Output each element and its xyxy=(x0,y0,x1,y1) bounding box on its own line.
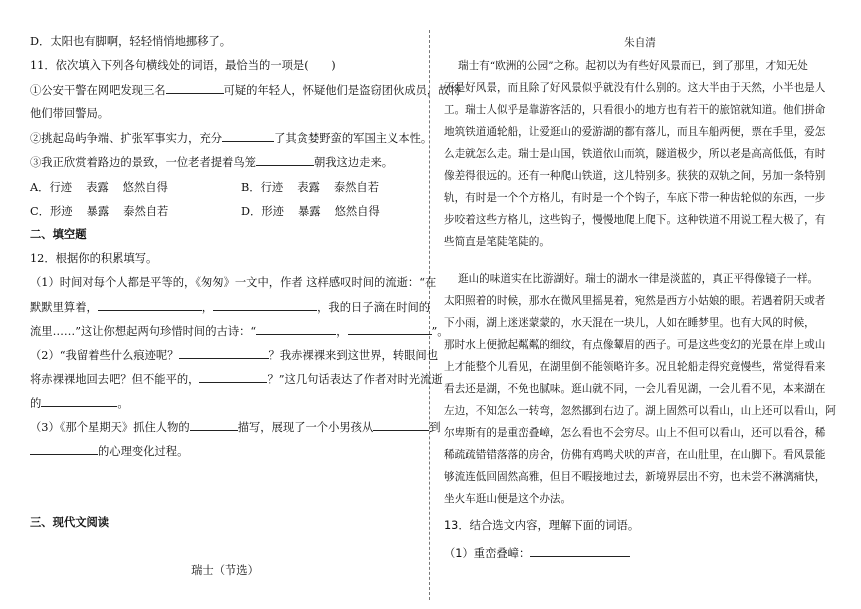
paragraph-1-line: 像差得很远的。还有一种爬山铁道，这儿特别多。狭狭的双轨之间，另加一条特别 xyxy=(444,170,826,182)
q12-blank-5[interactable] xyxy=(179,347,269,359)
section-3-heading: 三、现代文阅读 xyxy=(30,515,110,529)
question-11-stem: 11．依次填入下列各句横线处的词语，最恰当的一项是( ) xyxy=(30,59,336,72)
column-divider xyxy=(429,30,430,600)
paragraph-1-line: 轨，有时是一个个方格儿，有时是一个个钩子，车底下带一种齿轮似的东西，一步 xyxy=(444,192,826,204)
q11-sentence-2: ②挑起岛屿争端、扩张军事实力，充分 了其贪婪野蛮的军国主义本性。 xyxy=(30,132,433,145)
paragraph-2-line: 下小雨，湖上迷迷蒙蒙的，水天混在一块儿，人如在睡梦里。也有大风的时候， xyxy=(444,317,815,329)
q12-blank-8[interactable] xyxy=(190,419,238,431)
q12-part1-line1: （1）时间对每个人都是平等的，《匆匆》一文中，作者 这样感叹时间的流逝：“在 xyxy=(30,276,437,289)
q12-blank-2[interactable] xyxy=(213,299,317,311)
q13-item-1: （1）重峦叠嶂： xyxy=(444,545,630,561)
paragraph-1-line: 不是好风景，而且除了好风景似乎就没有什么别的。这大半由于天然，小半也是人 xyxy=(444,82,826,94)
q11-option-a[interactable]: A．行迹 表露 悠然自得 xyxy=(30,181,168,194)
question-13-stem: 13．结合选文内容，理解下面的词语。 xyxy=(444,519,640,532)
q11-blank-2[interactable] xyxy=(222,130,274,142)
q11-blank-1[interactable] xyxy=(166,82,224,94)
question-12-stem: 12．根据你的积累填写。 xyxy=(30,252,158,265)
q12-part1-line3: 流里……”这让你想起两句珍惜时间的古诗：“ ， ”。 xyxy=(30,325,449,338)
paragraph-1-line: 些简直是笔陡笔陡的。 xyxy=(444,236,550,248)
paragraph-2-line: 稀疏疏错错落落的房舍，仿佛有鸡鸣犬吠的声音，在山肚里，在山脚下。看风景能 xyxy=(444,449,826,461)
paragraph-1-line: 么走就怎么走。瑞士是山国，铁道依山而筑，隧道极少，所以老是高高低低，有时 xyxy=(444,148,826,160)
paragraph-2-line: 够流连低回固然高雅，但目不暇接地过去，新境界层出不穷，也未尝不淋漓痛快， xyxy=(444,471,826,483)
paragraph-2-line: 太阳照着的时候，那水在微风里摇晃着，宛然是西方小姑娘的眼。若遇着阴天或者 xyxy=(444,295,826,307)
paragraph-2-line: 那时水上便掀起粼粼的细纹，有点像颦眉的西子。可是这些变幻的光景在岸上或山 xyxy=(444,339,826,351)
q11-option-d[interactable]: D．形迹 暴露 悠然自得 xyxy=(241,205,380,218)
paragraph-2-line: 逛山的味道实在比游湖好。瑞士的湖水一律是淡蓝的，真正平得像镜子一样。 xyxy=(458,273,819,285)
q12-blank-6[interactable] xyxy=(199,371,267,383)
q11-option-c[interactable]: C．形迹 暴露 泰然自若 xyxy=(30,205,169,218)
q12-part2-line2: 将赤裸裸地回去吧？但不能平的， ？”这几句话表达了作者对时光流逝 xyxy=(30,373,443,386)
paragraph-2-line: 尔卑斯有的是重峦叠嶂，怎么看也不会穷尽。山上不但可以看山，还可以看谷，稀 xyxy=(444,427,826,439)
q12-blank-4[interactable] xyxy=(348,323,432,335)
author-name: 朱自清 xyxy=(624,37,656,49)
q13-blank-1[interactable] xyxy=(530,545,630,557)
q11-sentence-1-cont: 他们带回警局。 xyxy=(30,107,110,120)
paragraph-2-line: 上才能整个儿看见，在湖里倒不能领略许多。况且轮船走得究竟慢些，常觉得看来 xyxy=(444,361,826,373)
option-d-line: D．太阳也有脚啊，轻轻悄悄地挪移了。 xyxy=(30,35,232,48)
q12-part2-line3: 的 。 xyxy=(30,397,129,410)
q12-blank-3[interactable] xyxy=(256,323,336,335)
paragraph-1-line: 瑞士有“欧洲的公园”之称。起初以为有些好风景而已，到了那里，才知无处 xyxy=(458,60,808,72)
paragraph-2-line: 左边，不知怎么一转弯，忽然挪到右边了。湖上固然可以看山，山上还可以看山，阿 xyxy=(444,405,836,417)
q11-option-b[interactable]: B．行迹 表露 泰然自若 xyxy=(241,181,380,194)
paragraph-1-line: 工。瑞士人似乎是靠游客活的，只看很小的地方也有若干的旅馆就知道。他们拼命 xyxy=(444,104,826,116)
q12-blank-7[interactable] xyxy=(41,395,117,407)
q12-part1-line2: 默默里算着， ， ，我的日子滴在时间的 xyxy=(30,301,431,314)
q12-part3-line2: 的心理变化过程。 xyxy=(30,443,188,459)
section-2-heading: 二、填空题 xyxy=(30,227,87,241)
q12-blank-1[interactable] xyxy=(98,299,202,311)
q12-blank-9[interactable] xyxy=(373,419,429,431)
paragraph-1-line: 步咬着这些方格儿，这些钩子，慢慢地爬上爬下。这种铁道不用说工程大极了，有 xyxy=(444,214,826,226)
q12-part3-line1: （3）《那个星期天》抓住人物的 描写，展现了一个小男孩从 到 xyxy=(30,421,441,434)
q11-sentence-1: ①公安干警在网吧发现三名 可疑的年轻人，怀疑他们是盗窃团伙成员，故将 xyxy=(30,84,461,97)
paragraph-1-line: 地筑铁道通轮船，让爱逛山的爱游湖的都有落儿，而且车船两便，票在手里，爱怎 xyxy=(444,126,826,138)
paragraph-2-line: 看去还是湖，不免也腻味。逛山就不同，一会儿看见湖，一会儿看不见，本来湖在 xyxy=(444,383,826,395)
q12-part2-line1: （2）“我留着些什么痕迹呢？ ？我赤裸裸来到这世界，转眼间也 xyxy=(30,349,438,362)
article-title: 瑞士（节选） xyxy=(191,564,259,577)
paragraph-2-line: 坐火车逛山便是这个办法。 xyxy=(444,493,572,505)
q12-blank-10[interactable] xyxy=(30,443,98,455)
q11-sentence-3: ③我正欣赏着路边的景致，一位老者提着鸟笼 朝我这边走来。 xyxy=(30,156,394,169)
q11-blank-3[interactable] xyxy=(256,154,314,166)
